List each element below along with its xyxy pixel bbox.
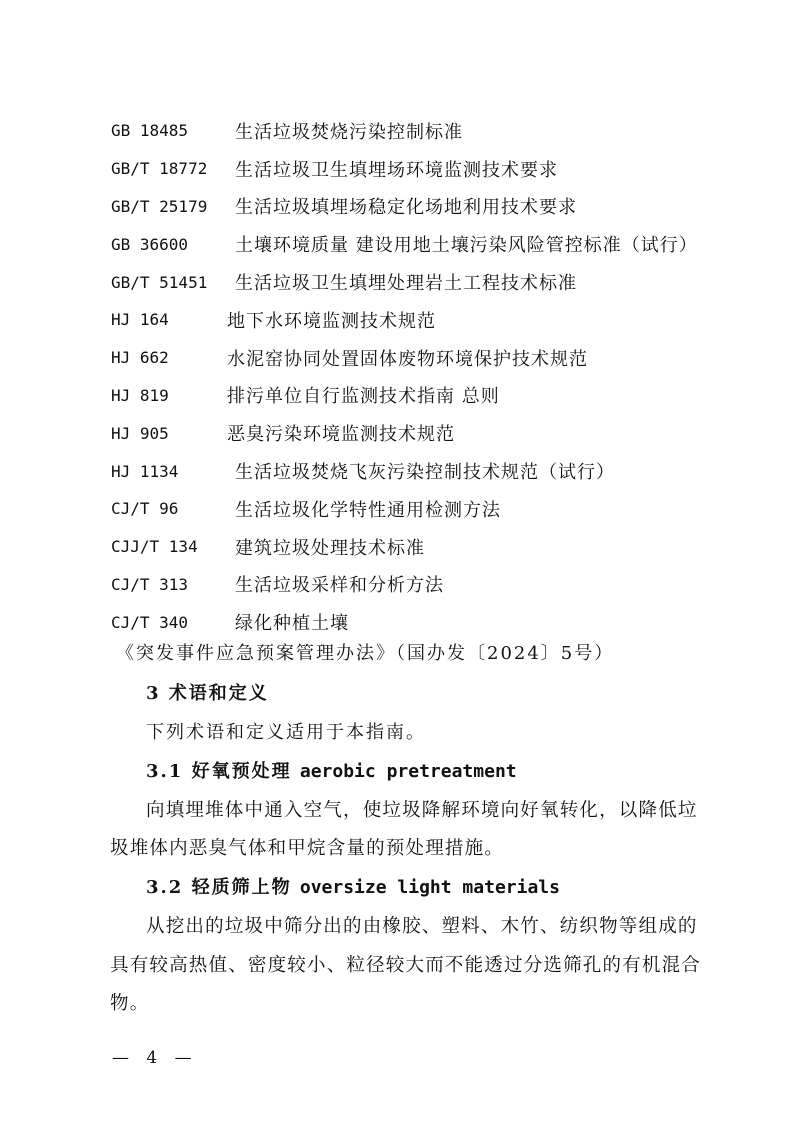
standard-code: HJ 819 bbox=[111, 385, 169, 405]
standard-row bbox=[111, 452, 698, 490]
standard-row bbox=[111, 414, 698, 452]
standard-code: GB 18485 bbox=[111, 121, 189, 141]
standard-code: HJ 164 bbox=[111, 310, 169, 330]
standard-title: 生活垃圾化学特性通用检测方法 bbox=[235, 499, 501, 521]
term-heading-cn: 3.2 轻质筛上物 bbox=[146, 877, 292, 898]
standard-title: 生活垃圾卫生填埋场环境监测技术要求 bbox=[235, 159, 558, 181]
term-heading bbox=[146, 873, 560, 899]
standard-code: GB/T 18772 bbox=[111, 159, 208, 179]
standard-code: HJ 662 bbox=[111, 348, 169, 368]
standard-code: CJ/T 96 bbox=[111, 499, 179, 519]
standard-code: GB/T 25179 bbox=[111, 196, 208, 216]
section-intro: 下列术语和定义适用于本指南。 bbox=[146, 722, 426, 743]
standard-title: 恶臭污染环境监测技术规范 bbox=[227, 424, 455, 446]
regulation-reference: 《突发事件应急预案管理办法》（国办发〔2024〕5号） bbox=[116, 643, 615, 664]
term-definition-line: 从挖出的垃圾中筛分出的由橡胶、塑料、木竹、纺织物等组成的 bbox=[146, 916, 698, 937]
page-number: — 4 — bbox=[112, 1048, 198, 1068]
standard-title: 生活垃圾焚烧飞灰污染控制技术规范（试行） bbox=[235, 462, 615, 484]
standard-row bbox=[111, 566, 698, 604]
standard-row bbox=[111, 188, 698, 226]
standard-code: GB 36600 bbox=[111, 234, 189, 254]
standard-code: CJJ/T 134 bbox=[111, 537, 198, 557]
standard-title: 土壤环境质量 建设用地土壤污染风险管控标准（试行） bbox=[235, 235, 698, 257]
term-heading-en: aerobic pretreatment bbox=[299, 761, 517, 782]
standard-row bbox=[111, 263, 698, 301]
standard-code: CJ/T 340 bbox=[111, 612, 189, 632]
standard-title: 生活垃圾焚烧污染控制标准 bbox=[235, 121, 463, 143]
standard-row bbox=[111, 225, 698, 263]
section-heading: 3 术语和定义 bbox=[146, 683, 269, 704]
standard-title: 地下水环境监测技术规范 bbox=[227, 310, 436, 332]
standard-code: GB/T 51451 bbox=[111, 272, 208, 292]
standard-row bbox=[111, 603, 698, 641]
standard-code: HJ 905 bbox=[111, 423, 169, 443]
standard-code: HJ 1134 bbox=[111, 461, 179, 481]
standard-row bbox=[111, 150, 698, 188]
term-definition-line: 向填埋堆体中通入空气，使垃圾降解环境向好氧转化，以降低垃 bbox=[146, 800, 698, 821]
referenced-standards-list bbox=[111, 112, 698, 641]
term-definition-line: 圾堆体内恶臭气体和甲烷含量的预处理措施。 bbox=[110, 838, 505, 859]
standard-row bbox=[111, 339, 698, 377]
standard-row bbox=[111, 112, 698, 150]
standard-row bbox=[111, 301, 698, 339]
term-heading bbox=[146, 757, 517, 783]
standard-title: 生活垃圾填埋场稳定化场地利用技术要求 bbox=[235, 197, 577, 219]
standard-title: 水泥窑协同处置固体废物环境保护技术规范 bbox=[227, 348, 588, 370]
term-definition-line: 具有较高热值、密度较小、粒径较大而不能透过分选筛孔的有机混合 bbox=[110, 955, 702, 976]
standard-title: 生活垃圾采样和分析方法 bbox=[235, 575, 444, 597]
standard-title: 绿化种植土壤 bbox=[235, 613, 349, 635]
standard-title: 生活垃圾卫生填埋处理岩土工程技术标准 bbox=[235, 273, 577, 295]
term-heading-cn: 3.1 好氧预处理 bbox=[146, 761, 292, 782]
standard-title: 排污单位自行监测技术指南 总则 bbox=[227, 386, 500, 408]
term-heading-en: oversize light materials bbox=[299, 877, 560, 898]
standard-row bbox=[111, 528, 698, 566]
standard-title: 建筑垃圾处理技术标准 bbox=[235, 537, 425, 559]
standard-code: CJ/T 313 bbox=[111, 574, 189, 594]
standard-row bbox=[111, 377, 698, 415]
standard-row bbox=[111, 490, 698, 528]
term-definition-line: 物。 bbox=[110, 993, 150, 1014]
